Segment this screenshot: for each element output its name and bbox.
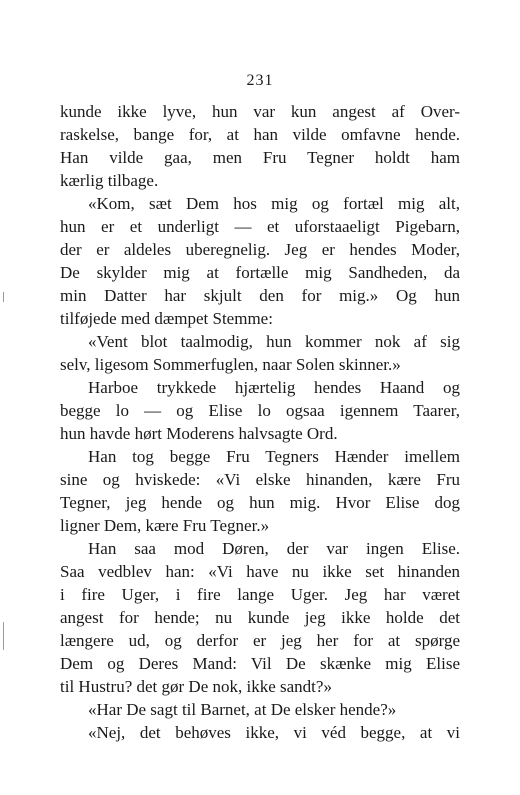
text-line: sine og hviskede: «Vi elske hinanden, kære Fru <box>60 470 460 489</box>
text-line: raskelse, bange for, at han vilde omfavne hende. <box>60 125 460 144</box>
scan-edge-mark <box>3 622 4 650</box>
text-line: Han saa mod Døren, der var ingen Elise. <box>88 539 460 558</box>
text-line: De skylder mig at fortælle mig Sandheden, da <box>60 263 460 282</box>
text-line: Saa vedblev han: «Vi have nu ikke set hinanden <box>60 562 460 581</box>
text-line: til Hustru? det gør De nok, ikke sandt?» <box>60 677 332 696</box>
scan-edge-mark <box>3 292 4 302</box>
text-line: tilføjede med dæmpet Stemme: <box>60 309 273 328</box>
text-line: min Datter har skjult den for mig.» Og hun <box>60 286 460 305</box>
text-line: «Kom, sæt Dem hos mig og fortæl mig alt, <box>88 194 460 213</box>
text-line: Tegner, jeg hende og hun mig. Hvor Elise dog <box>60 493 460 512</box>
body-text <box>60 100 460 744</box>
text-line: «Nej, det behøves ikke, vi véd begge, at vi <box>88 723 460 742</box>
text-line: kunde ikke lyve, hun var kun angest af Over- <box>60 102 460 121</box>
text-line: i fire Uger, i fire lange Uger. Jeg har været <box>60 585 460 604</box>
page-number: 231 <box>246 72 274 89</box>
text-line: hun havde hørt Moderens halvsagte Ord. <box>60 424 338 443</box>
text-line: kærlig tilbage. <box>60 171 159 190</box>
text-line: Dem og Deres Mand: Vil De skænke mig Elise <box>60 654 460 673</box>
text-line: længere ud, og derfor er jeg her for at spørge <box>60 631 460 650</box>
text-line: «Har De sagt til Barnet, at De elsker hende?» <box>88 700 397 719</box>
text-line: der er aldeles uberegnelig. Jeg er hendes Moder, <box>60 240 460 259</box>
text-line: Harboe trykkede hjærtelig hendes Haand og <box>88 378 460 397</box>
text-line: ligner Dem, kære Fru Tegner.» <box>60 516 270 535</box>
text-line: «Vent blot taalmodig, hun kommer nok af sig <box>88 332 460 351</box>
text-line: hun er et underligt — et uforstaaeligt Pigebarn, <box>60 217 460 236</box>
text-line: Han tog begge Fru Tegners Hænder imellem <box>88 447 460 466</box>
text-line: begge lo — og Elise lo ogsaa igennem Taarer, <box>60 401 460 420</box>
text-line: Han vilde gaa, men Fru Tegner holdt ham <box>60 148 460 167</box>
text-line: selv, ligesom Sommerfuglen, naar Solen skinner.» <box>60 355 401 374</box>
text-line: angest for hende; nu kunde jeg ikke holde det <box>60 608 460 627</box>
